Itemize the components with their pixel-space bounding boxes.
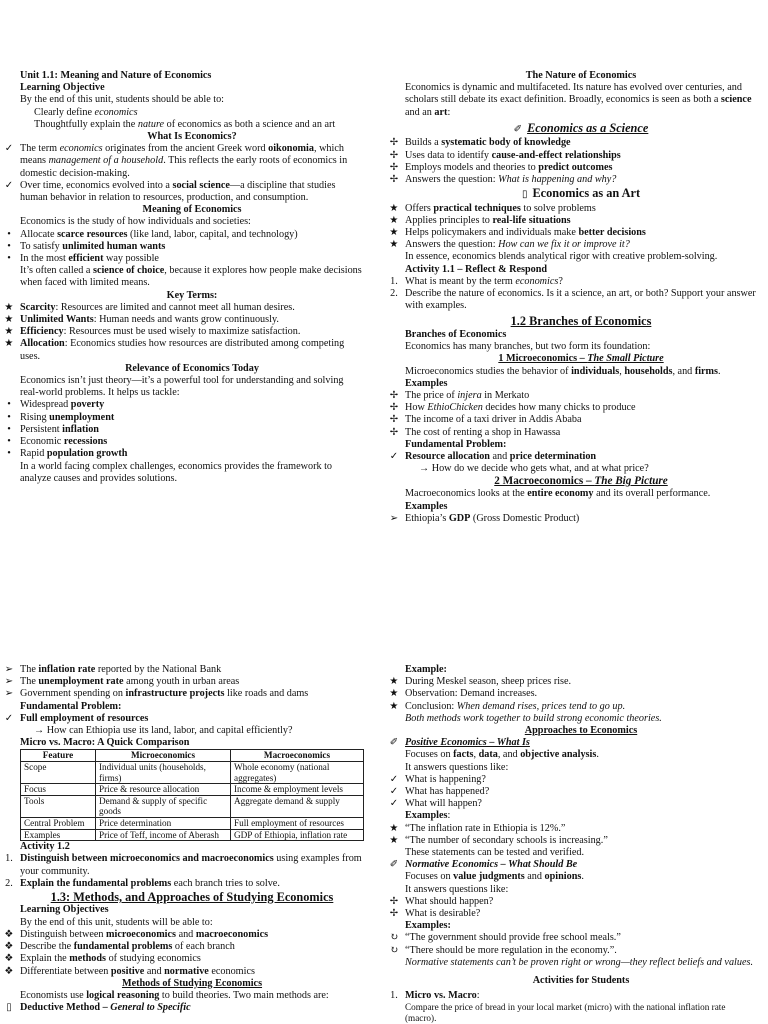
star-icon: ★	[389, 700, 399, 712]
normative-question-1: ✢ What should happen?	[405, 896, 757, 908]
check-icon: ✓	[4, 179, 14, 191]
relevance-text: Economics isn’t just theory—it’s a powerful tool for understanding and solving real-world problems. It helps us tackle:	[20, 375, 344, 399]
relevance-item-3: • Persistent inflation	[20, 424, 364, 436]
arrow-bullet-icon: ➢	[4, 676, 14, 688]
cross-bullet-icon: ✢	[389, 414, 399, 426]
key-term-efficiency: ★ Efficiency: Resources must be used wisely to maximize satisfaction.	[20, 326, 364, 338]
micro-example-3: ✢ The income of a taxi driver in Addis Ababa	[405, 414, 757, 426]
objective-intro: By the end of this unit, students should be able to:	[20, 94, 225, 106]
table-cell: Price of Teff, income of Aberash	[96, 829, 231, 841]
normative-example-1: ↻ “The government should provide free school meals.”	[405, 932, 757, 944]
normative-text: Focuses on value judgments and opinions.	[405, 871, 584, 883]
palette-icon: ▯	[521, 189, 533, 201]
key-term-scarcity: ★ Scarcity: Resources are limited and cannot meet all human desires.	[20, 302, 364, 314]
art-item-1: ★ Offers practical techniques to solve problems	[405, 203, 757, 215]
arrow-bullet-icon: ➢	[389, 512, 399, 524]
full-employment-sub: → How can Ethiopia use its land, labor, and capital efficiently?	[34, 725, 293, 737]
table-header-cell: Macroeconomics	[231, 750, 364, 762]
example-heading: Example:	[405, 664, 447, 675]
learning-objective-heading: Learning Objective	[20, 82, 105, 94]
table-cell: Whole economy (national aggregates)	[231, 762, 364, 784]
positive-example-2: ★ “The number of secondary schools is increasing.”	[405, 835, 757, 847]
positive-answers-like: It answers questions like:	[405, 761, 509, 773]
essence-text: In essence, economics blends analytical rigor with creative problem-solving.	[405, 251, 718, 263]
activity-1-2-heading: Activity 1.2	[20, 841, 70, 853]
relevance-heading: Relevance of Economics Today	[125, 362, 259, 374]
tested-text: These statements can be tested and verified.	[405, 847, 585, 859]
science-item-2: ✢ Uses data to identify cause-and-effect relationships	[405, 150, 757, 162]
positive-question-3: ✓ What will happen?	[405, 798, 757, 810]
comparison-table	[20, 749, 364, 841]
bullet-icon: •	[7, 448, 11, 460]
meaning-item-2: • To satisfy unlimited human wants	[20, 241, 364, 253]
nature-heading: The Nature of Economics	[525, 70, 637, 81]
bullet-icon: •	[7, 253, 11, 265]
approaches-heading: Approaches to Economics	[524, 725, 638, 737]
positive-heading: ✐ Positive Economics – What Is	[405, 737, 757, 749]
table-header-cell: Feature	[21, 750, 96, 762]
macro-examples-heading: Examples	[405, 500, 448, 512]
science-item-1: ✢ Builds a systematic body of knowledge	[405, 137, 757, 149]
key-term-unlimited-wants: ★ Unlimited Wants: Human needs and wants grow continuously.	[20, 314, 364, 326]
meaning-item-1: • Allocate scarce resources (like land, labor, capital, and technology)	[20, 229, 364, 241]
table-row	[21, 784, 364, 796]
diamond-bullet-icon: ❖	[4, 953, 14, 965]
table-header-row	[21, 750, 364, 762]
circle-arrow-icon: ↻	[389, 944, 399, 956]
star-icon: ★	[389, 676, 399, 688]
branches-subheading: Branches of Economics	[405, 328, 507, 340]
left-top-column	[4, 70, 364, 485]
learning-objective-2: ❖ Describe the fundamental problems of each branch	[20, 941, 364, 953]
table-cell: Examples	[21, 829, 96, 841]
art-item-3: ★ Helps policymakers and individuals make better decisions	[405, 227, 757, 239]
bullet-icon: •	[7, 411, 11, 423]
star-icon: ★	[389, 834, 399, 846]
check-icon: ✓	[389, 786, 399, 798]
table-header-cell: Microeconomics	[96, 750, 231, 762]
macro-example-unemployment: ➢ The unemployment rate among youth in urban areas	[20, 676, 364, 688]
diamond-bullet-icon: ❖	[4, 965, 14, 977]
activities-heading: Activities for Students	[532, 975, 630, 987]
micro-text: Microeconomics studies the behavior of individuals, households, and firms.	[405, 365, 721, 377]
star-icon: ★	[389, 202, 399, 214]
both-methods-text: Both methods work together to build strong economic theories.	[405, 712, 662, 724]
methods-studying-text: Economists use logical reasoning to build theories. Two main methods are:	[20, 989, 329, 1001]
diamond-bullet-icon: ❖	[4, 941, 14, 953]
methods-studying-heading: Methods of Studying Economics	[121, 977, 263, 989]
check-item-1: ✓ The term economics originates from the ancient Greek word oikonomia, which means management of a household. This reflects the early roots of economics in domestic decision-making.	[20, 143, 364, 180]
example-item-2: ★ Observation: Demand increases.	[405, 688, 757, 700]
what-is-heading: What Is Economics?	[147, 131, 237, 143]
normative-heading: ✐ Normative Economics – What Should Be	[405, 859, 757, 871]
comparison-heading: Micro vs. Macro: A Quick Comparison	[20, 737, 190, 749]
relevance-item-2: • Rising unemployment	[20, 412, 364, 424]
table-cell: Central Problem	[21, 817, 96, 829]
star-icon: ★	[4, 338, 14, 350]
key-terms-heading: Key Terms:	[166, 289, 218, 301]
star-icon: ★	[389, 214, 399, 226]
bullet-icon: •	[7, 228, 11, 240]
left-bottom-column	[4, 664, 364, 1014]
table-cell: Focus	[21, 784, 96, 796]
pencil-icon: ✐	[513, 123, 528, 135]
normative-example-2: ↻ “There should be more regulation in the economy.”.	[405, 945, 757, 957]
fundamental-problem-heading: Fundamental Problem:	[405, 438, 507, 450]
check-icon: ✓	[389, 773, 399, 785]
objective-1: Clearly define economics	[34, 106, 138, 118]
example-item-3: ★ Conclusion: When demand rises, prices tend to go up.	[405, 701, 757, 713]
star-icon: ★	[4, 314, 14, 326]
circle-arrow-icon: ↻	[389, 932, 399, 944]
activity-1-1-heading: Activity 1.1 – Reflect & Respond	[405, 263, 548, 275]
star-icon: ★	[4, 326, 14, 338]
check-icon: ✓	[4, 712, 14, 724]
learning-objective-4: ❖ Differentiate between positive and normative economics	[20, 966, 364, 978]
table-row	[21, 829, 364, 841]
normative-note: Normative statements can’t be proven right or wrong—they reflect beliefs and values.	[405, 956, 754, 968]
macro-example-gdp: ➢ Ethiopia’s GDP (Gross Domestic Product)	[405, 513, 757, 525]
science-heading: ✐ Economics as a Science	[513, 120, 649, 135]
science-item-3: ✢ Employs models and theories to predict outcomes	[405, 162, 757, 174]
diamond-bullet-icon: ❖	[4, 928, 14, 940]
activity-item-1-text: Compare the price of bread in your local market (micro) with the national inflation rate (macro).	[405, 1002, 726, 1024]
learning-objectives-intro: By the end of this unit, students will be able to:	[20, 916, 213, 928]
fundamental-problem-sub: → How do we decide who gets what, and at what price?	[419, 463, 649, 475]
macro-heading: 2 Macroeconomics – The Big Picture	[494, 475, 668, 488]
star-icon: ★	[389, 239, 399, 251]
check-icon: ✓	[389, 798, 399, 810]
methods-heading: 1.3: Methods, and Approaches of Studying Economics	[50, 889, 334, 904]
arrow-bullet-icon: ➢	[4, 688, 14, 700]
check-item-2: ✓ Over time, economics evolved into a social science—a discipline that studies human behavior in relation to resources, production, and consumption.	[20, 180, 364, 204]
objective-2: Thoughtfully explain the nature of economics as both a science and an art	[34, 118, 336, 130]
star-icon: ★	[389, 822, 399, 834]
bullet-icon: •	[7, 436, 11, 448]
question-1: 1. What is meant by the term economics?	[390, 275, 563, 287]
positive-question-2: ✓ What has happened?	[405, 786, 757, 798]
example-item-1: ★ During Meskel season, sheep prices rise.	[405, 676, 757, 688]
table-cell: Scope	[21, 762, 96, 784]
table-cell: Individual units (households, firms)	[96, 762, 231, 784]
art-item-4: ★ Answers the question: How can we fix it or improve it?	[405, 239, 757, 251]
cross-bullet-icon: ✢	[389, 137, 399, 149]
right-top-column	[389, 70, 757, 525]
positive-example-1: ★ “The inflation rate in Ethiopia is 12%.”	[405, 823, 757, 835]
cross-bullet-icon: ✢	[389, 389, 399, 401]
positive-text: Focuses on facts, data, and objective analysis.	[405, 749, 599, 761]
cross-bullet-icon: ✢	[389, 908, 399, 920]
meaning-heading: Meaning of Economics	[142, 204, 242, 216]
micro-heading: 1 Microeconomics – The Small Picture	[498, 353, 664, 365]
nature-text: Economics is dynamic and multifaceted. Its nature has evolved over centuries, and scholars still debate its exact definition. Broadly, economics is seen as both a science and an art:	[405, 82, 752, 118]
normative-examples-heading: Examples:	[405, 920, 451, 932]
science-of-choice: It’s often called a science of choice, because it explores how people make decisions when faced with limited means.	[20, 265, 362, 289]
star-icon: ★	[4, 301, 14, 313]
cross-bullet-icon: ✢	[389, 426, 399, 438]
micro-example-4: ✢ The cost of renting a shop in Hawassa	[405, 427, 757, 439]
relevance-item-4: • Economic recessions	[20, 436, 364, 448]
cross-bullet-icon: ✢	[389, 895, 399, 907]
table-cell: Price & resource allocation	[96, 784, 231, 796]
question-2: 2. Describe the nature of economics. Is it a science, an art, or both? Support your answer with examples.	[390, 288, 756, 312]
fundamental-problem-item: ✓ Resource allocation and price determination	[405, 451, 757, 463]
art-heading: ▯ Economics as an Art	[521, 186, 641, 201]
full-employment-item: ✓ Full employment of resources	[20, 713, 364, 725]
table-row	[21, 762, 364, 784]
macro-text: Macroeconomics looks at the entire economy and its overall performance.	[405, 488, 711, 500]
art-item-2: ★ Applies principles to real-life situations	[405, 215, 757, 227]
table-cell: Demand & supply of specific goods	[96, 795, 231, 817]
right-bottom-column	[389, 664, 757, 1024]
activity-1-2-item-1: 1. Distinguish between microeconomics and macroeconomics using examples from your community.	[5, 853, 362, 877]
table-cell: Price determination	[96, 817, 231, 829]
bullet-icon: •	[7, 423, 11, 435]
closing-text: In a world facing complex challenges, economics provides the framework to analyze causes and provides solutions.	[20, 460, 333, 484]
table-cell: Income & employment levels	[231, 784, 364, 796]
key-term-allocation: ★ Allocation: Economics studies how resources are distributed among competing uses.	[20, 338, 364, 362]
normative-question-2: ✢ What is desirable?	[405, 908, 757, 920]
normative-answers-like: It answers questions like:	[405, 883, 509, 895]
learning-objective-1: ❖ Distinguish between microeconomics and macroeconomics	[20, 929, 364, 941]
meaning-item-3: • In the most efficient way possible	[20, 253, 364, 265]
cross-bullet-icon: ✢	[389, 149, 399, 161]
branches-text: Economics has many branches, but two form its foundation:	[405, 341, 651, 353]
cross-bullet-icon: ✢	[389, 173, 399, 185]
meaning-text: Economics is the study of how individuals and societies:	[20, 216, 251, 228]
pencil-icon: ✐	[389, 737, 399, 749]
positive-question-1: ✓ What is happening?	[405, 774, 757, 786]
star-icon: ★	[389, 227, 399, 239]
activity-1-2-item-2: 2. Explain the fundamental problems each branch tries to solve.	[5, 877, 280, 889]
check-icon: ✓	[389, 450, 399, 462]
micro-examples-heading: Examples	[405, 377, 448, 389]
relevance-item-5: • Rapid population growth	[20, 448, 364, 460]
star-icon: ★	[389, 688, 399, 700]
learning-objective-3: ❖ Explain the methods of studying economics	[20, 953, 364, 965]
micro-example-1: ✢ The price of injera in Merkato	[405, 390, 757, 402]
table-cell: Tools	[21, 795, 96, 817]
table-row	[21, 817, 364, 829]
branches-heading: 1.2 Branches of Economics	[510, 314, 652, 329]
table-cell: GDP of Ethiopia, inflation rate	[231, 829, 364, 841]
pencil-icon: ✐	[389, 859, 399, 871]
deductive-method-heading: ▯ Deductive Method – General to Specific	[20, 1002, 364, 1014]
micro-example-2: ✢ How EthioChicken decides how many chicks to produce	[405, 402, 757, 414]
relevance-item-1: • Widespread poverty	[20, 399, 364, 411]
cross-bullet-icon: ✢	[389, 161, 399, 173]
activity-item-1: 1. Micro vs. Macro:	[390, 990, 480, 1002]
macro-example-inflation: ➢ The inflation rate reported by the National Bank	[20, 664, 364, 676]
square-icon: ▯	[6, 1002, 12, 1014]
bullet-icon: •	[7, 240, 11, 252]
science-item-4: ✢ Answers the question: What is happening and why?	[405, 174, 757, 186]
arrow-bullet-icon: ➢	[4, 664, 14, 675]
check-icon: ✓	[4, 143, 14, 155]
table-cell: Aggregate demand & supply	[231, 795, 364, 817]
unit-title: Unit 1.1: Meaning and Nature of Economics	[20, 70, 212, 81]
bullet-icon: •	[7, 399, 11, 411]
cross-bullet-icon: ✢	[389, 402, 399, 414]
macro-example-spending: ➢ Government spending on infrastructure projects like roads and dams	[20, 688, 364, 700]
table-row	[21, 795, 364, 817]
positive-examples-heading: Examples:	[405, 810, 451, 822]
fundamental-problem-heading: Fundamental Problem:	[20, 700, 122, 712]
learning-objectives-heading: Learning Objectives	[20, 904, 109, 916]
table-cell: Full employment of resources	[231, 817, 364, 829]
